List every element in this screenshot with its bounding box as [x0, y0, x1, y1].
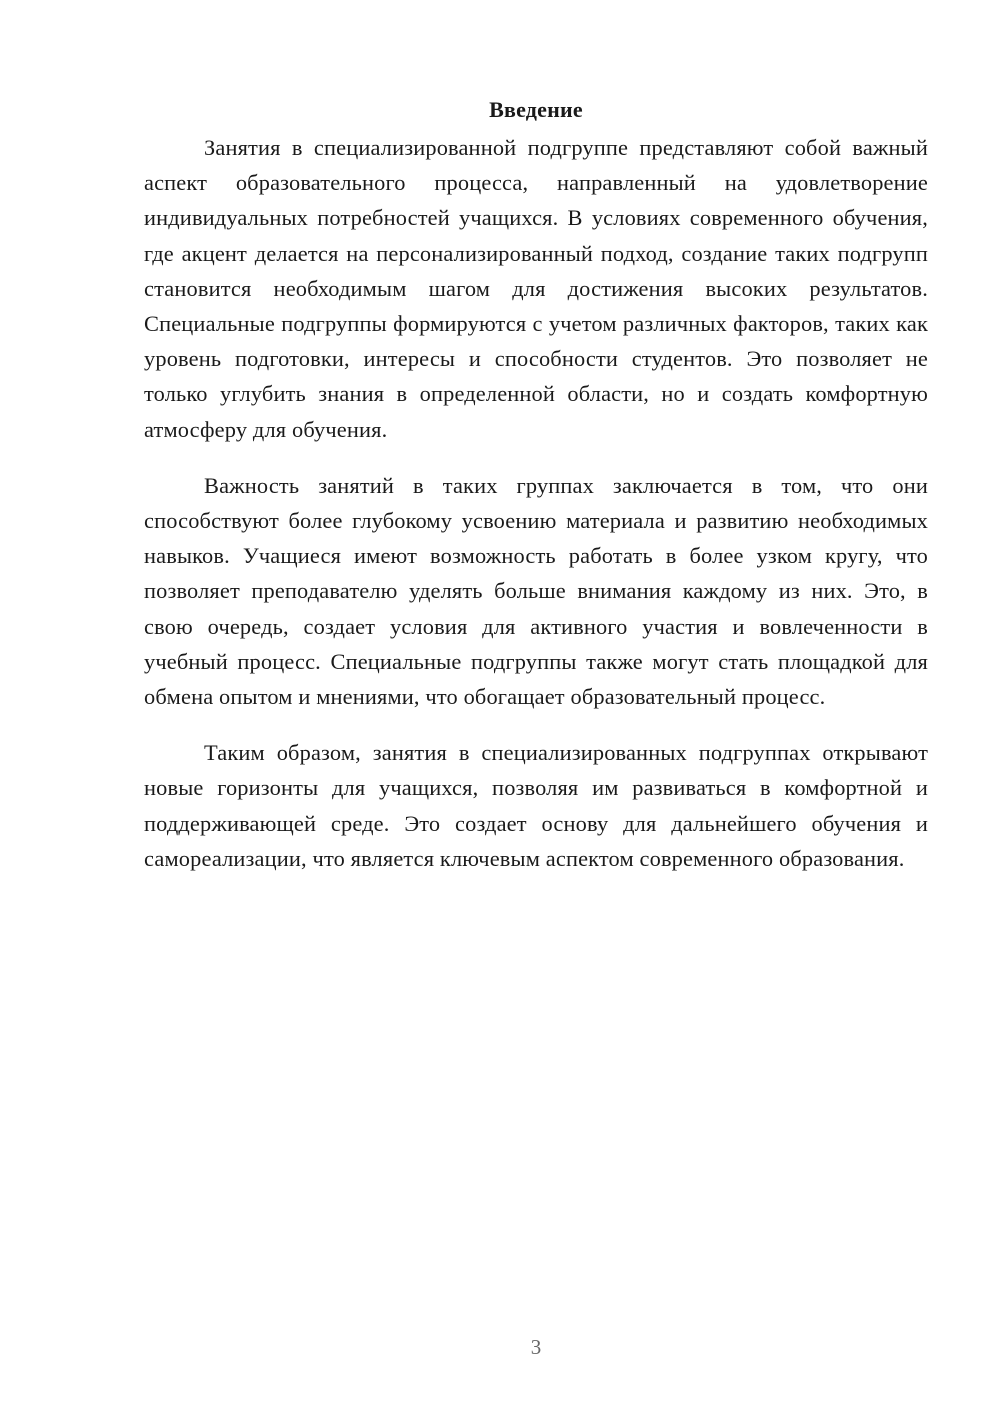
page-number: 3 — [530, 1335, 542, 1359]
paragraph: Таким образом, занятия в специализированных подгруппах открывают новые горизонты для учащихся, позволяя им развиваться в комфортной и поддерживающей среде. Это создает основу для дальнейшего обучения и самореализации, что является ключевым аспектом современного образования. — [144, 740, 928, 871]
paragraph: Важность занятий в таких группах заключается в том, что они способствуют более глубокому усвоению материала и развитию необходимых навыков. Учащиеся имеют возможность работать в более узком кругу, что позволяет преподавателю уделять больше внимания каждому из них. Это, в свою очередь, создает условия для активного участия и вовлеченности в учебный процесс. Специальные подгруппы также могут стать площадкой для обмена опытом и мнениями, что обогащает образовательный процесс. — [144, 472, 928, 710]
section-title: Введение — [489, 97, 583, 122]
page-content — [144, 92, 928, 876]
paragraph: Занятия в специализированной подгруппе представляют собой важный аспект образовательного процесса, направленный на удовлетворение индивидуальных потребностей учащихся. В условиях современного обучения, где акцент делается на персонализированный подход, создание таких подгрупп становится необходимым шагом для достижения высоких результатов. Специальные подгруппы формируются с учетом различных факторов, таких как уровень подготовки, интересы и способности студентов. Это позволяет не только углубить знания в определенной области, но и создать комфортную атмосферу для обучения. — [144, 135, 928, 442]
